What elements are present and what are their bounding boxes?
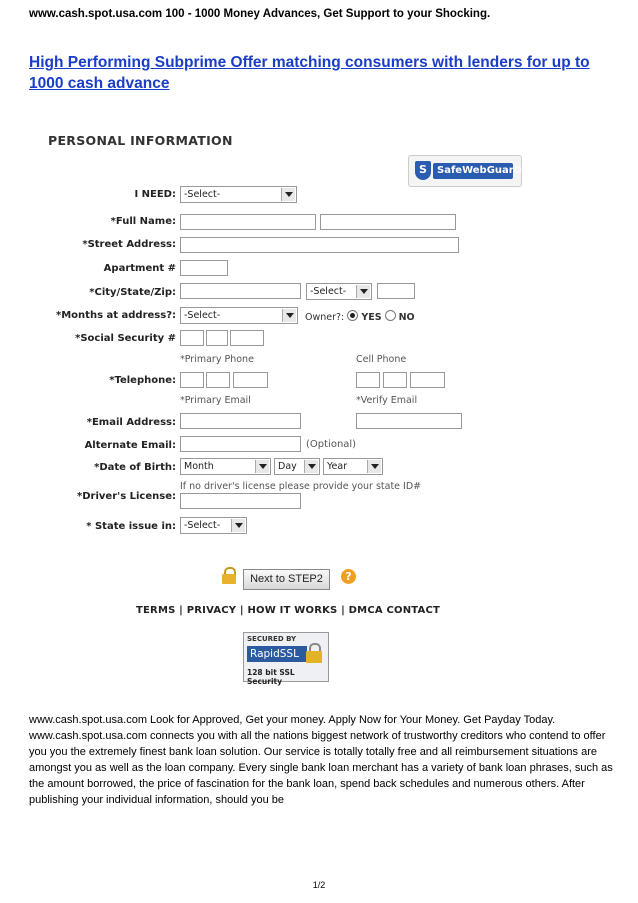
state-select[interactable] <box>306 283 372 300</box>
form-heading: PERSONAL INFORMATION <box>48 133 233 148</box>
months-select[interactable] <box>180 307 298 324</box>
owner-no-radio[interactable] <box>385 310 396 321</box>
phone-area-input[interactable] <box>180 372 204 388</box>
state-issue-select[interactable] <box>180 517 247 534</box>
cell-line-input[interactable] <box>410 372 445 388</box>
dob-label: *Date of Birth: <box>94 462 176 473</box>
state-issue-value: -Select- <box>184 520 221 531</box>
ssn-label: *Social Security # <box>75 333 176 344</box>
state-issue-label: * State issue in: <box>86 521 176 532</box>
license-input[interactable] <box>180 493 301 509</box>
state-select-value: -Select- <box>310 286 347 297</box>
need-label: I NEED: <box>134 189 176 200</box>
ssl-brand: RapidSSL <box>247 646 307 662</box>
dob-month-select[interactable] <box>180 458 271 475</box>
chevron-down-icon <box>304 460 318 473</box>
email-label: *Email Address: <box>86 417 176 428</box>
badge-label: SafeWebGuarD <box>433 163 513 179</box>
owner-no-label: NO <box>398 312 415 323</box>
personal-info-form <box>40 125 600 695</box>
zip-input[interactable] <box>377 283 415 299</box>
alt-email-input[interactable] <box>180 436 301 452</box>
owner-group <box>305 310 415 323</box>
cell-phone-label: Cell Phone <box>356 354 407 365</box>
verify-email-input[interactable] <box>356 413 462 429</box>
ssl-secured-by: SECURED BY <box>247 635 297 643</box>
optional-note: (Optional) <box>306 439 357 450</box>
chevron-down-icon <box>282 309 296 322</box>
city-input[interactable] <box>180 283 301 299</box>
alt-email-label: Alternate Email: <box>84 440 176 451</box>
page-header: www.cash.spot.usa.com 100 - 1000 Money Advances, Get Support to your Shocking. <box>29 8 491 20</box>
ssn-part2-input[interactable] <box>206 330 228 346</box>
dob-year-select[interactable] <box>323 458 383 475</box>
email-input[interactable] <box>180 413 301 429</box>
full-name-label: *Full Name: <box>110 216 176 227</box>
chevron-down-icon <box>281 188 295 201</box>
cell-prefix-input[interactable] <box>383 372 407 388</box>
months-select-value: -Select- <box>184 310 221 321</box>
verify-email-label: *Verify Email <box>356 395 418 406</box>
page-number: 1/2 <box>312 880 326 890</box>
months-at-address-label: *Months at address?: <box>56 310 176 321</box>
dob-month-value: Month <box>184 461 214 472</box>
body-paragraph-2: www.cash.spot.usa.com connects you with all the nations biggest network of trustworthy creditors who contend to offer you you the extremely finest bank loan solution. Our service is totally totally free and all reimbursement situations are amongst you as well as the loan company. Every single bank loan merchant has a variety of bank loan phrases, such as the amount borrowed, the price of fascination for the bank loan, spend back schedules and numerous others. After publishing your individual information, should you be <box>29 730 613 806</box>
body-paragraph-1: www.cash.spot.usa.com Look for Approved, Get your money. Apply Now for Your Money. Get Payday Today. <box>29 714 556 726</box>
chevron-down-icon <box>367 460 381 473</box>
license-note: If no driver's license please provide your state ID# <box>180 481 422 492</box>
next-step-button[interactable]: Next to STEP2 <box>243 569 330 590</box>
dob-day-value: Day <box>278 461 297 472</box>
ssn-part3-input[interactable] <box>230 330 264 346</box>
chevron-down-icon <box>356 285 370 298</box>
owner-yes-radio[interactable] <box>347 310 358 321</box>
rapidssl-seal[interactable] <box>243 632 329 686</box>
footer-links[interactable]: TERMS | PRIVACY | HOW IT WORKS | DMCA CONTACT <box>136 605 441 616</box>
apartment-input[interactable] <box>180 260 228 276</box>
lock-icon <box>222 567 236 583</box>
dob-year-value: Year <box>327 461 348 472</box>
first-name-input[interactable] <box>180 214 316 230</box>
need-select[interactable] <box>180 186 297 203</box>
license-label: *Driver's License: <box>77 491 176 502</box>
owner-label: Owner?: <box>305 312 345 323</box>
city-state-zip-label: *City/State/Zip: <box>89 287 176 298</box>
chevron-down-icon <box>255 460 269 473</box>
padlock-icon <box>306 643 322 663</box>
page-title-link[interactable]: High Performing Subprime Offer matching consumers with lenders for up to 1000 cash advance <box>29 54 590 92</box>
body-text <box>29 712 614 808</box>
last-name-input[interactable] <box>320 214 456 230</box>
owner-yes-label: YES <box>361 312 382 323</box>
chevron-down-icon <box>231 519 245 532</box>
help-icon[interactable]: ? <box>341 569 356 584</box>
primary-phone-label: *Primary Phone <box>180 354 254 365</box>
shield-icon: S <box>415 161 431 180</box>
street-label: *Street Address: <box>82 239 176 250</box>
safewebguard-badge[interactable] <box>408 155 522 187</box>
ssl-bits: 128 bit SSL Security <box>247 668 295 686</box>
apartment-label: Apartment # <box>103 263 176 274</box>
telephone-label: *Telephone: <box>109 375 176 386</box>
phone-prefix-input[interactable] <box>206 372 230 388</box>
phone-line-input[interactable] <box>233 372 268 388</box>
ssn-part1-input[interactable] <box>180 330 204 346</box>
street-input[interactable] <box>180 237 459 253</box>
need-select-value: -Select- <box>184 189 221 200</box>
dob-day-select[interactable] <box>274 458 320 475</box>
cell-area-input[interactable] <box>356 372 380 388</box>
primary-email-label: *Primary Email <box>180 395 251 406</box>
